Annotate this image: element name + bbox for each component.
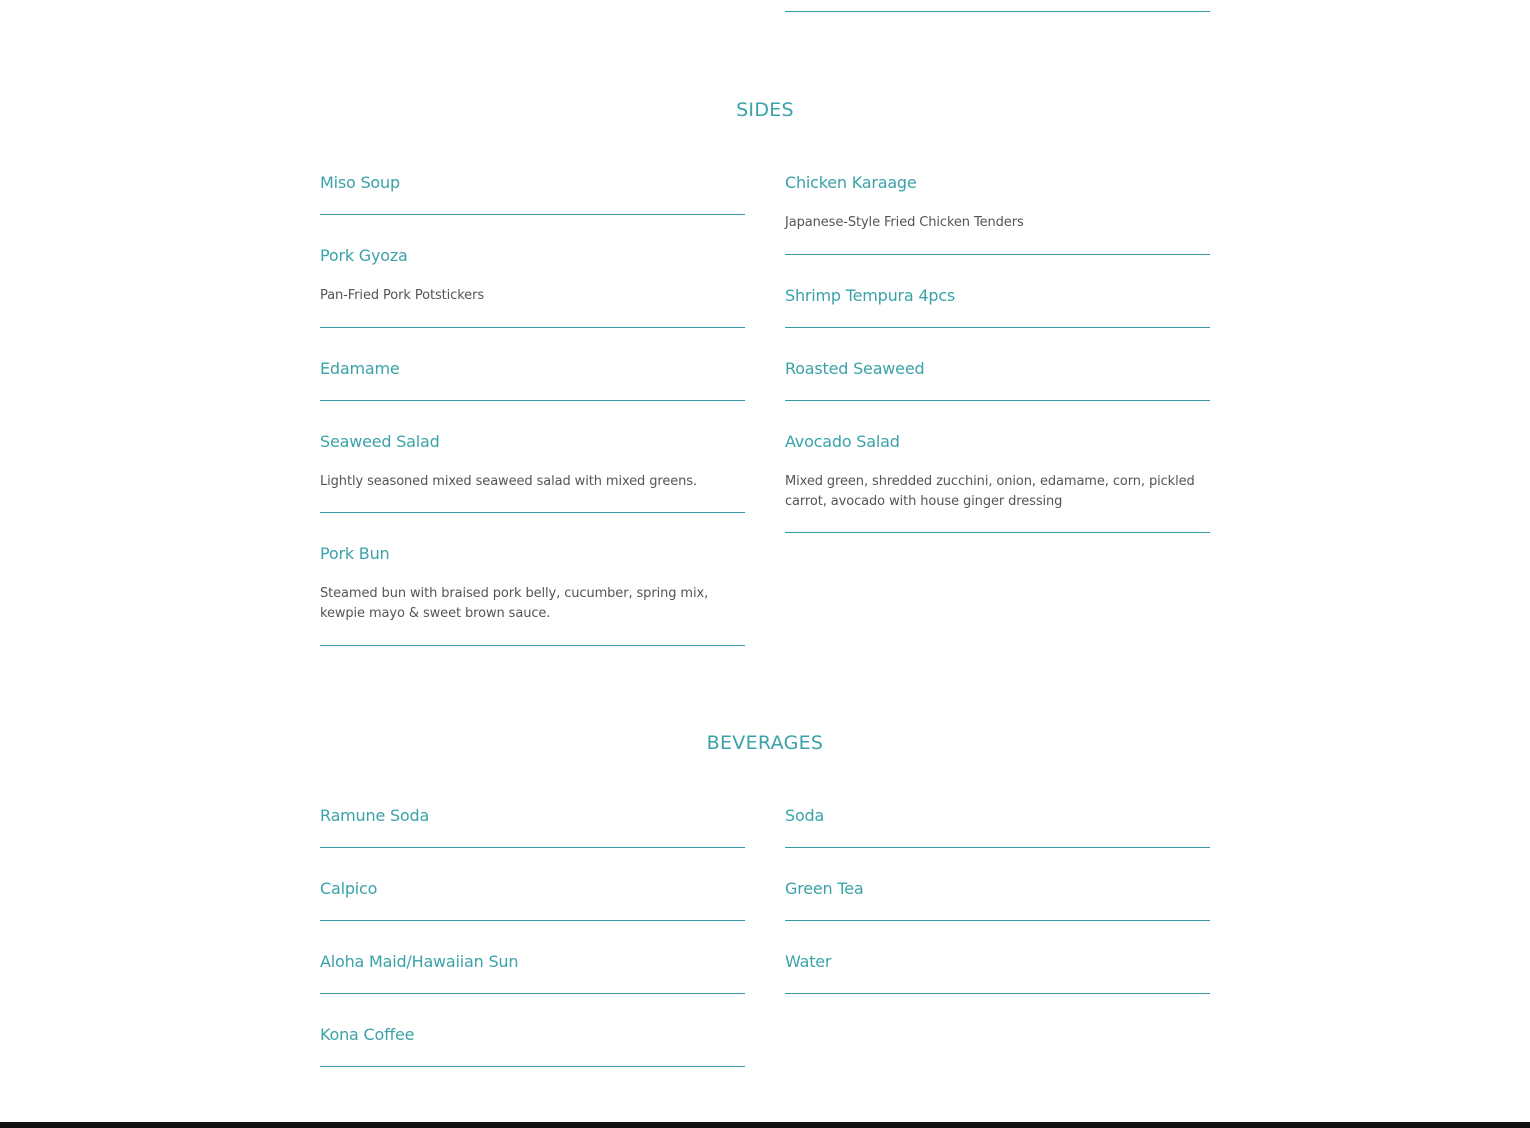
menu-item-name: Water [785, 952, 832, 971]
menu-item-name: Green Tea [785, 879, 864, 898]
menu-item-chicken-karaage [785, 172, 1210, 255]
menu-item-name: Seaweed Salad [320, 432, 440, 451]
menu-item-name: Edamame [320, 359, 400, 378]
menu-item-edamame [320, 358, 745, 401]
footer-bar [0, 1122, 1530, 1128]
menu-item-green-tea [785, 878, 1210, 921]
menu-item-kona-coffee [320, 1024, 745, 1067]
menu-item-aloha-maid [320, 951, 745, 994]
menu-item-name: Shrimp Tempura 4pcs [785, 286, 956, 305]
menu-item-name: Calpico [320, 879, 378, 898]
previous-item-divider [785, 11, 1210, 12]
menu-item-name: Chicken Karaage [785, 173, 917, 192]
menu-item-description: Pan-Fried Pork Potstickers [320, 288, 484, 303]
menu-item-roasted-seaweed [785, 358, 1210, 401]
menu-item-pork-bun [320, 543, 745, 646]
menu-item-description: Japanese-Style Fried Chicken Tenders [785, 215, 1024, 230]
menu-item-shrimp-tempura [785, 285, 1210, 328]
menu-item-name: Soda [785, 806, 825, 825]
menu-item-avocado-salad [785, 431, 1210, 533]
menu-item-name: Roasted Seaweed [785, 359, 925, 378]
menu-item-name: Kona Coffee [320, 1025, 415, 1044]
section-title-beverages: BEVERAGES [706, 732, 824, 754]
menu-item-name: Miso Soup [320, 173, 400, 192]
menu-item-description: Steamed bun with braised pork belly, cucumber, spring mix, kewpie mayo & sweet brown sauce. [320, 586, 709, 621]
section-title-sides: SIDES [736, 99, 794, 121]
menu-item-ramune-soda [320, 805, 745, 848]
menu-item-miso-soup [320, 172, 745, 215]
menu-item-pork-gyoza [320, 245, 745, 328]
menu-item-name: Pork Gyoza [320, 246, 408, 265]
menu-item-name: Pork Bun [320, 544, 390, 563]
menu-item-name: Avocado Salad [785, 432, 900, 451]
menu-item-description: Mixed green, shredded zucchini, onion, edamame, corn, pickled carrot, avocado with house ginger dressing [785, 474, 1195, 509]
menu-item-name: Ramune Soda [320, 806, 430, 825]
menu-item-description: Lightly seasoned mixed seaweed salad with mixed greens. [320, 474, 697, 489]
menu-item-water [785, 951, 1210, 994]
menu-item-calpico [320, 878, 745, 921]
menu-item-soda [785, 805, 1210, 848]
menu-item-seaweed-salad [320, 431, 745, 513]
menu-item-name: Aloha Maid/Hawaiian Sun [320, 952, 519, 971]
